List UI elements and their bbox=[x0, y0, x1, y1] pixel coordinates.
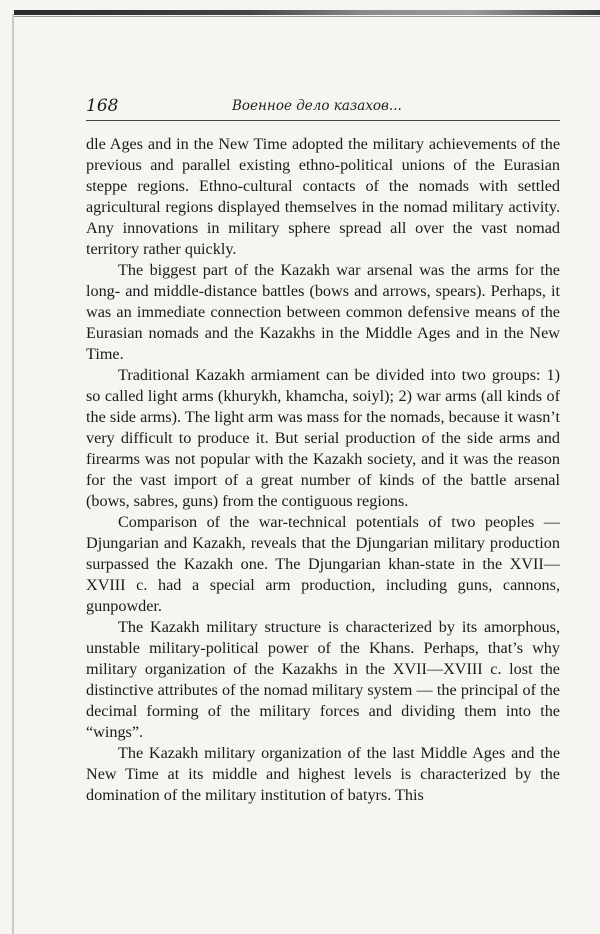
top-border-rule bbox=[14, 10, 600, 15]
paragraph: The Kazakh military structure is characterized by its amorphous, unstable military-political power of the Khans. Perhaps, that’s why military organization of the Kazakhs in the XVII—XVIII c. lost the distinctive attributes of the nomad military system — the principal of the decimal forming of the military forces and dividing them into the “wings”. bbox=[86, 618, 560, 741]
body-text bbox=[86, 134, 560, 806]
paragraph: Traditional Kazakh armiament can be divided into two groups: 1) so called light arms (khurykh, khamcha, soiyl); 2) war arms (all kinds of the side arms). The light arm was mass for the nomads, because it wasn’t very difficult to produce it. But serial production of the side arms and firearms was not popular with the Kazakh society, and it was the reason for the vast import of a great number of kinds of the battle arsenal (bows, sabres, guns) from the contiguous regions. bbox=[86, 366, 560, 510]
header-divider bbox=[86, 120, 560, 121]
paragraph: The biggest part of the Kazakh war arsenal was the arms for the long- and middle-distance battles (bows and arrows, spears). Perhaps, it was an immediate connection between common defensive means of the Eurasian nomads and the Kazakhs in the Middle Ages and in the New Time. bbox=[86, 261, 560, 363]
page-left-edge bbox=[12, 14, 14, 934]
paragraph: The Kazakh military organization of the last Middle Ages and the New Time at its middle and highest levels is characterized by the domination of the military institution of batyrs. This bbox=[86, 744, 560, 804]
paragraph: Comparison of the war-technical potentials of two peoples — Djungarian and Kazakh, reveals that the Djungarian military production surpassed the Kazakh one. The Djungarian khan-state in the XVII—XVIII c. had a special arm production, including guns, cannons, gunpowder. bbox=[86, 513, 560, 615]
page-number: 168 bbox=[86, 96, 119, 116]
paragraph: dle Ages and in the New Time adopted the military achievements of the previous and parallel existing ethno-political unions of the Eurasian steppe regions. Ethno-cultural contacts of the nomads with settled agricultural regions displayed themselves in the nomad military activity. Any innovations in military sphere spread all over the vast nomad territory rather quickly. bbox=[86, 135, 560, 258]
top-border-thin-rule bbox=[14, 16, 600, 17]
running-title: Военное дело казахов... bbox=[232, 98, 402, 114]
